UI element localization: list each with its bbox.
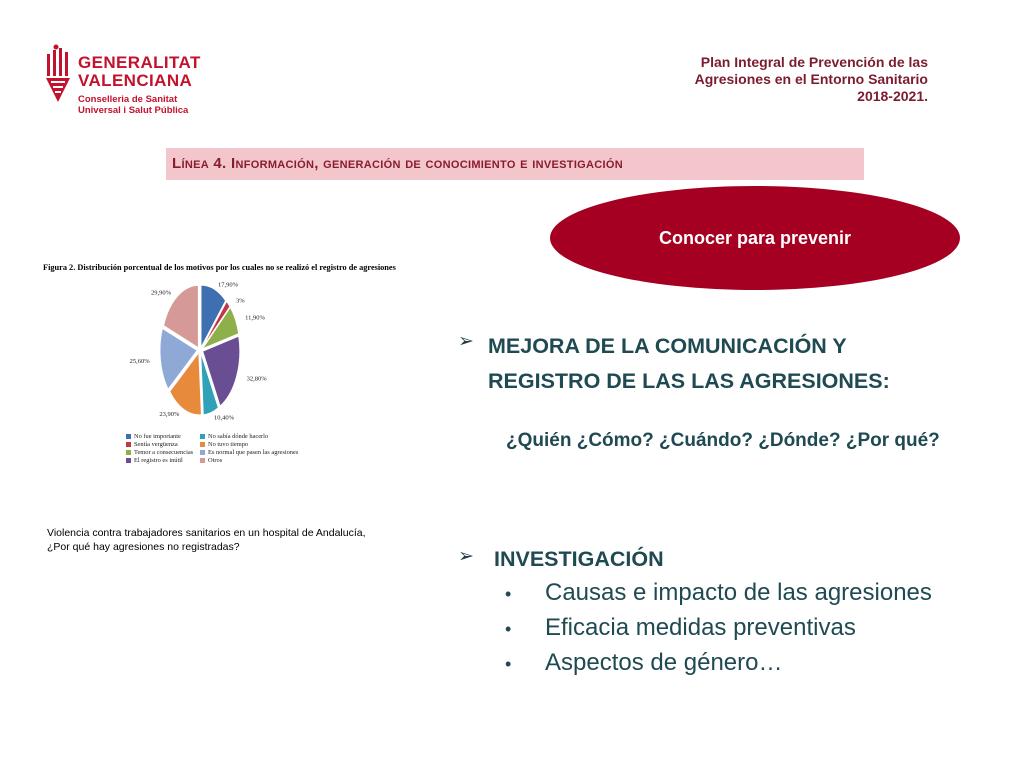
legend-swatch [200, 434, 205, 439]
conocer-oval [550, 186, 960, 290]
bullet-investigacion: INVESTIGACIÓN [494, 547, 664, 571]
legend-label: Sentía vergüenza [134, 441, 178, 448]
pie-legend [126, 433, 326, 464]
logo-line-3: Conselleria de Sanitat [78, 94, 178, 105]
legend-item [126, 449, 200, 456]
coat-of-arms-icon [42, 44, 72, 106]
list-item-text: Causas e impacto de las agresiones [545, 579, 932, 606]
arrow-bullet-icon: ➢ [458, 546, 474, 567]
pie-data-label: 25,60% [129, 357, 150, 365]
legend-label: Es normal que pasen las agresiones [208, 449, 299, 456]
list-item-text: Eficacia medidas preventivas [545, 614, 856, 641]
pie-data-label: 32,80% [246, 375, 267, 383]
legend-swatch [200, 442, 205, 447]
legend-label: No fue importante [134, 433, 181, 440]
plan-title-line-1: Plan Integral de Prevención de las [700, 54, 928, 70]
pie-data-label: 23,90% [159, 411, 180, 419]
pie-data-label: 11,90% [245, 314, 265, 322]
list-item [505, 576, 932, 611]
legend-item [200, 441, 310, 448]
generalitat-logo [42, 44, 212, 124]
bullet-dot-icon: • [505, 654, 512, 674]
pie-data-label: 10,40% [214, 414, 235, 422]
plan-title-line-2: Agresiones en el Entorno Sanitario [694, 71, 928, 87]
linea-banner: Línea 4. Información, generación de conocimiento e investigación [166, 148, 864, 180]
legend-swatch [126, 442, 131, 447]
legend-label: Otros [208, 457, 223, 464]
plan-title-line-3: 2018-2021. [857, 88, 928, 104]
legend-swatch [126, 450, 131, 455]
plan-title [695, 54, 928, 105]
legend-label: No tuvo tiempo [208, 441, 249, 448]
list-item-text: Aspectos de género… [545, 649, 783, 676]
bullet-dot-icon: • [505, 584, 512, 604]
arrow-bullet-icon: ➢ [458, 331, 474, 352]
legend-item [126, 441, 200, 448]
legend-swatch [200, 458, 205, 463]
legend-label: No sabía dónde hacerlo [208, 433, 269, 440]
figure-caption: Figura 2. Distribución porcentual de los motivos por los cuales no se realizó el registro de agresiones [43, 263, 396, 272]
pie-chart-svg [40, 263, 380, 433]
legend-item [200, 449, 310, 456]
figure-pie-chart [40, 263, 396, 513]
logo-line-2: VALENCIANA [78, 71, 193, 90]
legend-item [200, 433, 310, 440]
pie-data-label: 3% [236, 297, 245, 305]
legend-item [126, 433, 200, 440]
bullet-comunicacion: MEJORA DE LA COMUNICACIÓN Y REGISTRO DE LAS LAS AGRESIONES: [488, 334, 890, 393]
questions-text: ¿Quién ¿Cómo? ¿Cuándo? ¿Dónde? ¿Por qué? [506, 430, 940, 451]
legend-item [126, 457, 200, 464]
bullet-dot-icon: • [505, 619, 512, 639]
legend-label: Temor a consecuencias [134, 449, 194, 456]
figure-source: Violencia contra trabajadores sanitarios en un hospital de Andalucía, ¿Por qué hay agresiones no registradas? [47, 527, 366, 553]
pie-data-label: 17,90% [218, 281, 239, 289]
logo-line-4: Universal i Salut Pública [78, 105, 189, 116]
legend-label: El registro es inútil [134, 457, 183, 464]
oval-text: Conocer para prevenir [658, 227, 852, 248]
pie-data-label: 29,90% [150, 289, 172, 297]
legend-swatch [200, 450, 205, 455]
legend-swatch [126, 458, 131, 463]
investigacion-sub-list [505, 576, 932, 681]
legend-swatch [126, 434, 131, 439]
logo-line-1: GENERALITAT [78, 53, 201, 72]
legend-item [200, 457, 310, 464]
list-item [505, 646, 932, 681]
list-item [505, 611, 932, 646]
